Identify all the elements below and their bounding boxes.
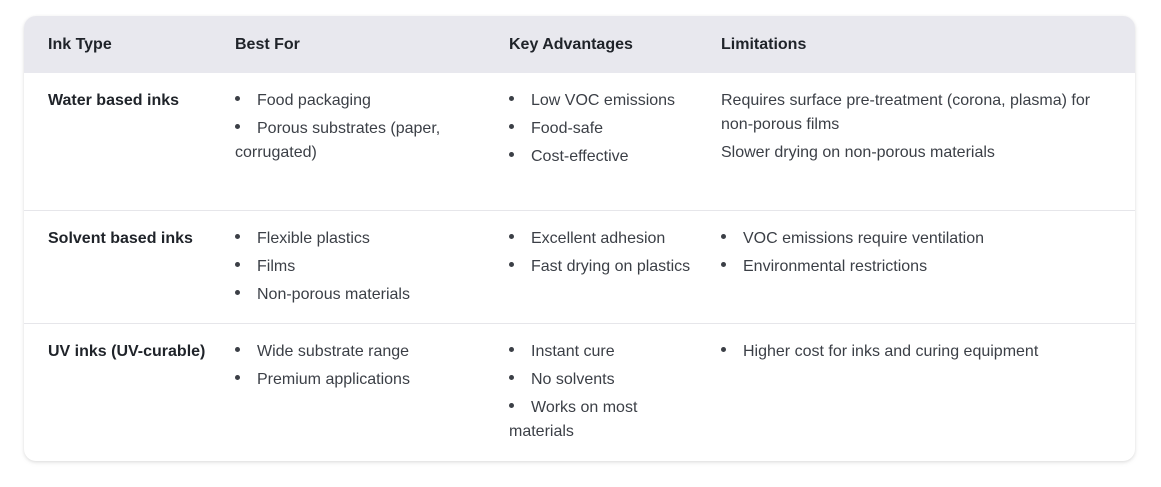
limitation-text: Slower drying on non-porous materials bbox=[721, 144, 995, 161]
limitations-cell bbox=[721, 210, 1135, 323]
list-item-text: Wide substrate range bbox=[257, 342, 410, 360]
list-item bbox=[235, 283, 485, 307]
ink-type-cell: Water based inks bbox=[48, 92, 180, 109]
list-item-text: Non-porous materials bbox=[257, 285, 410, 303]
list-item bbox=[721, 255, 1111, 279]
list-item-text: Food packaging bbox=[257, 92, 371, 109]
bullet bbox=[509, 145, 531, 169]
bullet bbox=[235, 340, 257, 364]
table-row bbox=[24, 210, 1135, 323]
list-item bbox=[509, 117, 697, 141]
bullet bbox=[509, 255, 531, 279]
header-ink-type: Ink Type bbox=[48, 35, 112, 53]
limitation-text: Requires surface pre-treatment (corona, plasma) for non-porous films bbox=[721, 92, 1091, 133]
best-for-cell bbox=[235, 210, 509, 323]
limitations-cell bbox=[721, 73, 1135, 210]
bullet bbox=[721, 340, 743, 364]
header-limitations: Limitations bbox=[721, 35, 807, 53]
list-item-text: Flexible plastics bbox=[257, 229, 370, 247]
best-for-cell bbox=[235, 73, 509, 210]
list-item bbox=[235, 255, 485, 279]
list-item bbox=[509, 368, 697, 392]
list-item-text: No solvents bbox=[531, 370, 615, 388]
list-item bbox=[509, 227, 697, 251]
bullet bbox=[235, 283, 257, 307]
advantages-cell bbox=[509, 210, 721, 323]
bullet bbox=[235, 117, 257, 141]
table-row bbox=[24, 73, 1135, 210]
bullet bbox=[509, 227, 531, 251]
list-item bbox=[235, 368, 485, 392]
list-item-text: Premium applications bbox=[257, 370, 410, 388]
list-item-text: Porous substrates (paper, corrugated) bbox=[235, 120, 441, 161]
list-item-text: Higher cost for inks and curing equipment bbox=[743, 342, 1039, 360]
bullet bbox=[509, 368, 531, 392]
bullet bbox=[235, 227, 257, 251]
list-item-text: Fast drying on plastics bbox=[531, 257, 691, 275]
list-item bbox=[721, 340, 1111, 364]
bullet bbox=[235, 89, 257, 113]
ink-type-cell: UV inks (UV-curable) bbox=[48, 342, 206, 360]
list-item-text: Cost-effective bbox=[531, 148, 629, 165]
list-item bbox=[235, 227, 485, 251]
list-item bbox=[509, 396, 697, 444]
bullet bbox=[721, 255, 743, 279]
bullet bbox=[721, 227, 743, 251]
list-item bbox=[509, 145, 697, 169]
bullet bbox=[509, 89, 531, 113]
limitations-cell bbox=[721, 323, 1135, 460]
list-item bbox=[509, 89, 697, 113]
header-best-for: Best For bbox=[235, 35, 300, 53]
list-item-text: VOC emissions require ventilation bbox=[743, 229, 984, 247]
advantages-cell bbox=[509, 73, 721, 210]
list-item-text: Works on most materials bbox=[509, 398, 638, 440]
advantages-cell bbox=[509, 323, 721, 460]
bullet bbox=[509, 117, 531, 141]
table-row bbox=[24, 323, 1135, 460]
list-item bbox=[235, 340, 485, 364]
list-item bbox=[235, 89, 485, 113]
list-item bbox=[509, 255, 697, 279]
list-item-text: Excellent adhesion bbox=[531, 229, 666, 247]
list-item bbox=[235, 117, 485, 165]
list-item-text: Food-safe bbox=[531, 120, 604, 137]
header-key-advantages: Key Advantages bbox=[509, 35, 633, 53]
list-item-text: Instant cure bbox=[531, 342, 615, 360]
ink-comparison-table bbox=[24, 16, 1135, 460]
bullet bbox=[509, 340, 531, 364]
list-item bbox=[509, 340, 697, 364]
comparison-card bbox=[24, 16, 1135, 461]
list-item-text: Low VOC emissions bbox=[531, 92, 676, 109]
ink-type-cell: Solvent based inks bbox=[48, 229, 193, 247]
list-item-text: Environmental restrictions bbox=[743, 257, 928, 275]
bullet bbox=[235, 255, 257, 279]
list-item-text: Films bbox=[257, 257, 296, 275]
bullet bbox=[235, 368, 257, 392]
list-item bbox=[721, 227, 1111, 251]
table-header-row bbox=[24, 16, 1135, 73]
bullet bbox=[509, 396, 531, 420]
best-for-cell bbox=[235, 323, 509, 460]
